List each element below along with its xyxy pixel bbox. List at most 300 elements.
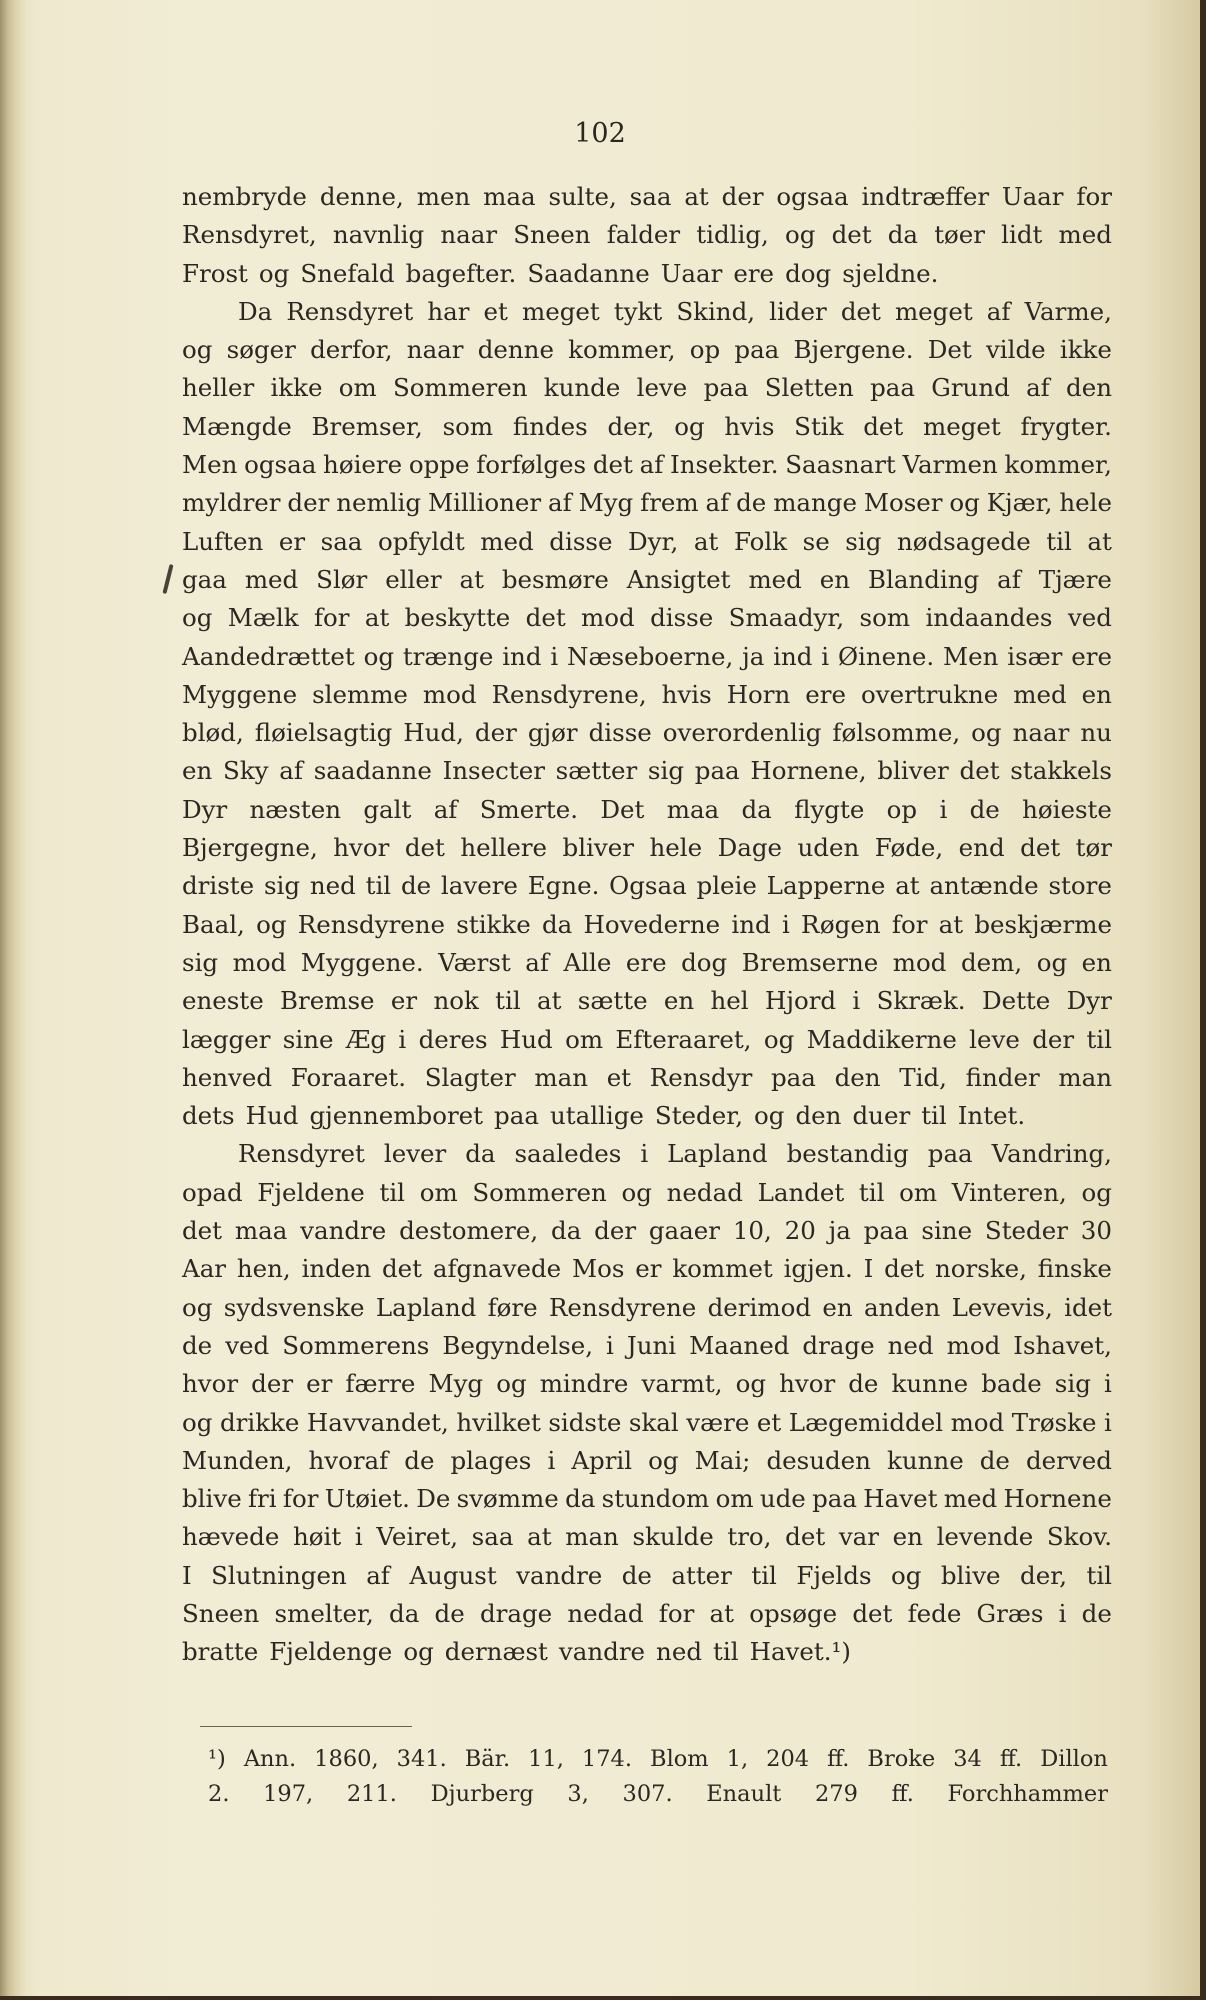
word: ind xyxy=(731,909,771,939)
word: lidt xyxy=(1001,220,1043,250)
word: da xyxy=(389,1598,420,1628)
page-number: 102 xyxy=(574,118,626,149)
word: mod xyxy=(232,947,287,977)
word: Rensdyrene xyxy=(548,1292,697,1322)
word: de xyxy=(979,1445,1010,1475)
word: meget xyxy=(521,296,600,326)
word: da xyxy=(565,1484,596,1514)
word: Horn xyxy=(726,679,791,709)
word: en xyxy=(663,986,695,1016)
word: 279 xyxy=(814,1781,858,1807)
word: Bjergene. xyxy=(793,335,914,365)
word: gaaer xyxy=(648,1216,720,1246)
word: paa xyxy=(771,1062,816,1092)
word: eneste xyxy=(182,986,264,1016)
word: saa xyxy=(471,1522,514,1552)
word: hvor xyxy=(182,1369,239,1399)
word: kommet xyxy=(672,1254,773,1284)
word: levende xyxy=(936,1522,1034,1552)
word: Lægemiddel xyxy=(788,1407,944,1437)
word: besmøre xyxy=(501,564,609,594)
word: og xyxy=(735,1369,767,1399)
word: ved xyxy=(225,1330,270,1360)
text-line xyxy=(182,523,1112,561)
word: lægger xyxy=(182,1024,271,1054)
word: Rensdyret xyxy=(286,296,414,326)
text-line xyxy=(182,1404,1112,1442)
word: sulte, xyxy=(548,182,617,211)
word: dog xyxy=(785,258,832,288)
text-line xyxy=(182,1327,1112,1365)
word: Rensdyrene, xyxy=(491,679,647,709)
word: leve xyxy=(969,1024,1020,1054)
word: lever xyxy=(383,1139,447,1169)
text-line xyxy=(182,1212,1112,1250)
word: det xyxy=(182,1216,223,1246)
word: Foraaret. xyxy=(290,1062,406,1092)
text-line xyxy=(182,1633,1112,1671)
word: og xyxy=(621,1177,652,1207)
word: norske, xyxy=(935,1254,1027,1284)
word: til xyxy=(1086,1024,1112,1054)
word: men xyxy=(416,182,471,211)
text-line xyxy=(182,676,1112,714)
word: Steder, xyxy=(654,1101,744,1131)
word: det xyxy=(785,1522,826,1552)
word: Føde, xyxy=(874,833,944,863)
word: er xyxy=(390,986,418,1016)
word: Dillon xyxy=(1040,1746,1108,1772)
word: ikke xyxy=(270,373,323,403)
word: kunde xyxy=(543,373,621,403)
word: sine xyxy=(921,1216,973,1246)
text-line xyxy=(182,714,1112,752)
word: antænde xyxy=(929,871,1039,901)
word: Slutningen xyxy=(211,1560,347,1590)
word: Intet. xyxy=(957,1101,1026,1131)
text-line xyxy=(182,829,1112,867)
word: som xyxy=(859,603,911,633)
word: paa xyxy=(703,373,749,403)
word: Saadanne xyxy=(527,258,650,288)
word: Ansigtet xyxy=(626,564,731,594)
word: for xyxy=(1076,182,1112,211)
text-line xyxy=(182,1365,1112,1403)
word: Millioner xyxy=(427,488,542,518)
word: 307. xyxy=(622,1781,673,1807)
word: et xyxy=(756,1407,782,1437)
word: Maaned xyxy=(689,1330,790,1360)
word: Sommerens xyxy=(282,1330,430,1360)
text-line xyxy=(182,1097,1112,1135)
word: da xyxy=(541,909,573,939)
word: duer xyxy=(852,1101,911,1131)
word: især xyxy=(1007,641,1063,671)
word: og xyxy=(890,1560,922,1590)
word: 11, xyxy=(528,1746,564,1772)
word: de xyxy=(736,488,767,518)
word: søger xyxy=(226,335,296,365)
word: Slør xyxy=(316,564,368,594)
word: April xyxy=(571,1445,633,1475)
word: 204 xyxy=(766,1746,810,1772)
word: der xyxy=(251,1369,294,1399)
word: og xyxy=(1036,947,1068,977)
word: dernæst xyxy=(444,1637,548,1667)
word: Hornene xyxy=(1003,1484,1112,1514)
word: og xyxy=(754,1101,785,1131)
word: store xyxy=(1048,871,1112,901)
word: ja xyxy=(828,1216,851,1246)
word: fede xyxy=(907,1598,962,1628)
word: henved xyxy=(182,1062,273,1092)
word: galt xyxy=(363,794,412,824)
word: at xyxy=(684,182,709,211)
word: Dage xyxy=(717,833,783,863)
word: slemme xyxy=(312,679,408,709)
word: 3, xyxy=(567,1781,589,1807)
word: ogsaa xyxy=(776,182,849,211)
word: følsomme, xyxy=(832,718,961,748)
word: hvoraf xyxy=(308,1445,389,1475)
word: bagefter. xyxy=(405,258,517,288)
word: ned xyxy=(887,1330,934,1360)
word: Vinteren, xyxy=(951,1177,1067,1207)
word: skal xyxy=(628,1407,679,1437)
word: Skov. xyxy=(1046,1522,1112,1552)
text-line xyxy=(182,638,1112,676)
word: i xyxy=(852,986,861,1016)
word: ved xyxy=(1067,603,1112,633)
word: kommer, xyxy=(1004,450,1112,480)
word: Det xyxy=(927,335,972,365)
word: en xyxy=(1081,679,1112,709)
word: bliver xyxy=(877,756,949,786)
word: Frost xyxy=(182,258,248,288)
word: Baal, xyxy=(182,909,245,939)
word: tidlig, xyxy=(696,220,769,250)
word: og xyxy=(784,220,816,250)
word: ere xyxy=(805,679,846,709)
word: 2. xyxy=(208,1781,230,1807)
word: med xyxy=(943,1484,998,1514)
word: Myggene. xyxy=(300,947,424,977)
word: sætter xyxy=(555,756,638,786)
word: dem, xyxy=(960,947,1023,977)
word: 1860, xyxy=(314,1746,379,1772)
word: paa xyxy=(694,756,740,786)
word: denne, xyxy=(319,182,404,211)
word: af xyxy=(705,488,730,518)
word: og xyxy=(763,1024,795,1054)
word: mod xyxy=(892,947,947,977)
word: og xyxy=(949,488,980,518)
word: Smaadyr, xyxy=(728,603,845,633)
word: da xyxy=(741,794,772,824)
word: det xyxy=(525,603,566,633)
word: det xyxy=(404,833,445,863)
word: Levevis, xyxy=(951,1292,1053,1322)
word: tør xyxy=(1075,833,1112,863)
word: hele xyxy=(1059,488,1112,518)
footnote-rule xyxy=(200,1726,412,1727)
word: Lapland xyxy=(667,1139,768,1169)
word: hel xyxy=(710,986,749,1016)
word: Dyr xyxy=(182,794,228,824)
word: blive xyxy=(940,1560,1001,1590)
word: Stik xyxy=(794,411,844,441)
word: Trøske xyxy=(1011,1407,1097,1437)
word: hvor xyxy=(779,1369,836,1399)
word: svømme xyxy=(456,1484,559,1514)
word: Mos xyxy=(571,1254,625,1284)
word: Rensdyret xyxy=(238,1139,365,1169)
word: Blom xyxy=(650,1746,709,1772)
word: hævede xyxy=(182,1522,280,1552)
word: paa xyxy=(494,1101,539,1131)
word: Aar xyxy=(182,1254,227,1284)
word: Græs xyxy=(976,1598,1044,1628)
text-line xyxy=(182,1021,1112,1059)
word: Fjeldenge xyxy=(269,1637,393,1667)
word: Mai; xyxy=(694,1445,751,1475)
word: Rensdyret, xyxy=(182,220,317,250)
word: pleie xyxy=(696,871,757,901)
text-line xyxy=(182,178,1112,216)
word: se xyxy=(802,526,830,556)
word: af xyxy=(366,1560,390,1590)
word: 341. xyxy=(396,1746,447,1772)
word: dog xyxy=(681,947,728,977)
word: Varme, xyxy=(1024,296,1112,326)
text-line xyxy=(182,906,1112,944)
word: Begyndelse, xyxy=(442,1330,594,1360)
word: er xyxy=(278,526,306,556)
word: ind xyxy=(773,641,813,671)
word: det xyxy=(831,220,872,250)
word: de xyxy=(182,1330,213,1360)
word: Dyr xyxy=(1066,986,1112,1016)
word: med xyxy=(748,564,802,594)
word: at xyxy=(895,871,920,901)
word: fri xyxy=(247,1484,277,1514)
word: denne xyxy=(477,335,554,365)
word: og xyxy=(674,411,705,441)
word: nemlig xyxy=(336,488,422,518)
word: skulde xyxy=(632,1522,714,1552)
word: til xyxy=(1086,1560,1112,1590)
word: meget xyxy=(894,296,973,326)
word: ogsaa xyxy=(244,450,317,480)
word: Insekter. xyxy=(670,450,779,480)
word: var xyxy=(838,1522,879,1552)
word: maa xyxy=(483,182,536,211)
word: Efteraaret, xyxy=(615,1024,752,1054)
word: nembryde xyxy=(182,182,307,211)
word: Moser xyxy=(863,488,943,518)
word: Det xyxy=(600,794,645,824)
word: de xyxy=(621,1560,652,1590)
word: man xyxy=(1058,1062,1112,1092)
word: og xyxy=(363,641,394,671)
word: Enault xyxy=(706,1781,782,1807)
word: ere xyxy=(625,947,667,977)
word: saa xyxy=(629,182,672,211)
word: hele xyxy=(649,833,703,863)
text-line xyxy=(182,1595,1112,1633)
word: 211. xyxy=(346,1781,397,1807)
word: det xyxy=(884,1254,925,1284)
word: derimod xyxy=(707,1292,812,1322)
word: disse xyxy=(549,526,613,556)
word: Da xyxy=(238,296,273,326)
word: Hornene, xyxy=(750,756,867,786)
word: ind xyxy=(502,641,542,671)
word: opad xyxy=(182,1177,243,1207)
word: mod xyxy=(422,679,477,709)
word: til xyxy=(858,1177,885,1207)
word: sig xyxy=(845,526,882,556)
word: det xyxy=(852,1598,893,1628)
word: de xyxy=(1081,1598,1112,1628)
word: i xyxy=(1058,1598,1067,1628)
word: Bjergegne, xyxy=(182,833,318,863)
word: Kjær, xyxy=(986,488,1053,518)
word: ff. xyxy=(827,1746,850,1772)
word: 30 xyxy=(1080,1216,1112,1246)
word: Grund xyxy=(931,373,1010,403)
word: Rensdyrene xyxy=(297,909,446,939)
word: Havet xyxy=(863,1484,938,1514)
word: Tid, xyxy=(899,1062,947,1092)
word: det xyxy=(959,756,1000,786)
text-line xyxy=(182,255,1112,293)
text-line xyxy=(182,293,1112,331)
word: Bremse xyxy=(280,986,375,1016)
word: at xyxy=(364,603,390,633)
word: nok xyxy=(433,986,479,1016)
word: om xyxy=(419,1177,458,1207)
word: ikke xyxy=(1059,335,1112,365)
word: destomere, xyxy=(399,1216,539,1246)
word: mod xyxy=(946,1330,1001,1360)
word: 10, xyxy=(732,1216,772,1246)
word: til xyxy=(365,871,392,901)
word: til xyxy=(495,986,521,1016)
word: Snefald xyxy=(300,258,395,288)
word: sjeldne. xyxy=(842,258,939,288)
word: Ann. xyxy=(243,1746,297,1772)
word: kunne xyxy=(891,1369,969,1399)
word: af xyxy=(1026,373,1050,403)
word: er xyxy=(306,1369,333,1399)
word: nødsagede xyxy=(896,526,1031,556)
word: Tjære xyxy=(1038,564,1112,594)
word: Veiret, xyxy=(376,1522,458,1552)
word: paa xyxy=(927,1139,973,1169)
word: en xyxy=(1081,947,1112,977)
word: naar xyxy=(406,335,464,365)
word: til xyxy=(1046,526,1072,556)
word: og xyxy=(648,1445,679,1475)
word: drage xyxy=(479,1598,553,1628)
word: Dyr, xyxy=(628,526,679,556)
word: saadanne xyxy=(313,756,432,786)
word: stundom xyxy=(601,1484,710,1514)
word: 174. xyxy=(581,1746,633,1772)
word: i xyxy=(1104,1407,1112,1437)
body-text xyxy=(182,178,1112,1672)
word: de xyxy=(434,1598,465,1628)
word: hen, xyxy=(236,1254,291,1284)
text-line xyxy=(182,599,1112,637)
word: hvilket xyxy=(456,1407,541,1437)
text-line xyxy=(182,1250,1112,1288)
word: da xyxy=(465,1139,496,1169)
word: de xyxy=(848,1369,879,1399)
word: har xyxy=(427,296,470,326)
word: en xyxy=(822,1292,853,1322)
word: Maddikerne xyxy=(806,1024,957,1054)
word: en xyxy=(892,1522,923,1552)
word: for xyxy=(282,1484,319,1514)
word: Ogsaa xyxy=(609,871,687,901)
word: naar xyxy=(440,220,498,250)
word: der, xyxy=(607,411,655,441)
word: vandre xyxy=(516,1560,603,1590)
word: om xyxy=(899,1177,938,1207)
word: nedad xyxy=(666,1177,743,1207)
word: smelter, xyxy=(274,1598,374,1628)
word: den xyxy=(795,1101,842,1131)
word: driste xyxy=(182,871,255,901)
word: bade xyxy=(981,1369,1042,1399)
word: fløielsagtig xyxy=(254,718,393,748)
word: for xyxy=(658,1598,695,1628)
word: og xyxy=(182,1407,213,1437)
word: Myggene xyxy=(182,679,298,709)
word: i xyxy=(821,641,830,671)
word: at xyxy=(938,909,964,939)
word: Forchhammer xyxy=(947,1781,1108,1807)
word: sine xyxy=(282,1024,334,1054)
text-line xyxy=(182,216,1112,254)
word: heller xyxy=(182,373,255,403)
word: indtræffer xyxy=(861,182,990,211)
word: findes xyxy=(512,411,588,441)
word: falder xyxy=(606,220,681,250)
word: Aandedrættet xyxy=(182,641,355,671)
word: Fjelds xyxy=(796,1560,872,1590)
word: ¹) xyxy=(208,1746,226,1772)
word: ja xyxy=(742,641,765,671)
word: mod xyxy=(950,1407,1005,1437)
word: sig xyxy=(647,756,685,786)
word: med xyxy=(480,526,534,556)
word: saaledes xyxy=(514,1139,622,1169)
word: beskytte xyxy=(404,603,511,633)
word: hvor xyxy=(333,833,390,863)
word: et xyxy=(483,296,508,326)
text-line xyxy=(182,752,1112,790)
word: mod xyxy=(581,603,635,633)
word: og xyxy=(496,1369,527,1399)
word: lavere xyxy=(440,871,518,901)
word: derfor, xyxy=(310,335,393,365)
text-line xyxy=(182,369,1112,407)
word: utallige xyxy=(549,1101,644,1131)
word: eller xyxy=(385,564,442,594)
